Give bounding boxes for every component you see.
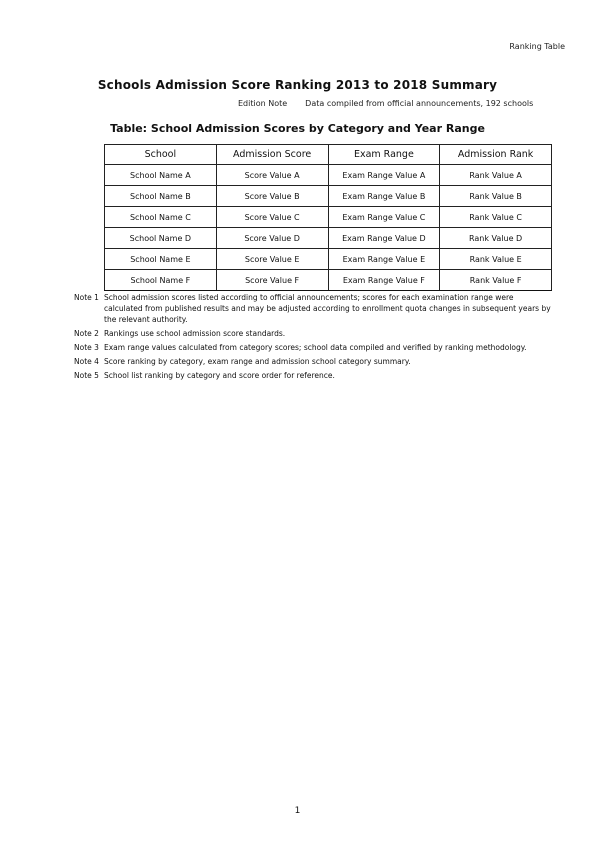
table-cell: Rank Value C bbox=[440, 207, 552, 228]
table-cell: Exam Range Value A bbox=[328, 165, 440, 186]
table-cell: Score Value C bbox=[216, 207, 328, 228]
table-cell: Rank Value E bbox=[440, 249, 552, 270]
table-cell: Rank Value B bbox=[440, 186, 552, 207]
table-cell: Score Value E bbox=[216, 249, 328, 270]
footnote-text: Score ranking by category, exam range and admission school category summary. bbox=[104, 357, 411, 366]
table-cell: School Name B bbox=[105, 186, 217, 207]
table-cell: Score Value F bbox=[216, 270, 328, 291]
table-cell: Exam Range Value F bbox=[328, 270, 440, 291]
footnotes bbox=[74, 292, 554, 384]
page-number: 1 bbox=[294, 806, 301, 816]
table-cell: Score Value A bbox=[216, 165, 328, 186]
table-cell: Rank Value D bbox=[440, 228, 552, 249]
document-title: Schools Admission Score Ranking 2013 to 2018 Summary bbox=[97, 78, 498, 92]
column-header-range: Exam Range bbox=[328, 145, 440, 165]
table-cell: Score Value D bbox=[216, 228, 328, 249]
footnote-text: Rankings use school admission score standards. bbox=[104, 329, 286, 338]
footnote-text: School list ranking by category and score order for reference. bbox=[104, 371, 335, 380]
table-cell: Rank Value A bbox=[440, 165, 552, 186]
footnote-label: Note 4 bbox=[74, 357, 99, 366]
table-row bbox=[105, 186, 552, 207]
footnote-label: Note 1 bbox=[74, 293, 99, 302]
column-header-score: Admission Score bbox=[216, 145, 328, 165]
table-cell: Exam Range Value B bbox=[328, 186, 440, 207]
footnote bbox=[74, 328, 554, 339]
table-cell: Score Value B bbox=[216, 186, 328, 207]
column-header-school: School bbox=[105, 145, 217, 165]
table-cell: School Name C bbox=[105, 207, 217, 228]
footnote-text: School admission scores listed according to official announcements; scores for each examination range were calculated from published results and may be adjusted according to enrollment quota changes in subsequent years by the relevant authority. bbox=[104, 293, 551, 324]
table-cell: Rank Value F bbox=[440, 270, 552, 291]
table-cell: Exam Range Value C bbox=[328, 207, 440, 228]
header-label: Ranking Table bbox=[509, 42, 565, 51]
table-cell: School Name E bbox=[105, 249, 217, 270]
table-row bbox=[105, 249, 552, 270]
table-row bbox=[105, 270, 552, 291]
subtitle-left: Edition Note bbox=[238, 99, 288, 108]
subtitle-right: Data compiled from official announcements, 192 schools bbox=[305, 99, 534, 108]
table-cell: Exam Range Value D bbox=[328, 228, 440, 249]
column-header-rank: Admission Rank bbox=[440, 145, 552, 165]
footnote bbox=[74, 370, 554, 381]
footnote bbox=[74, 292, 554, 325]
table-cell: School Name A bbox=[105, 165, 217, 186]
footnote-label: Note 2 bbox=[74, 329, 99, 338]
table-row bbox=[105, 207, 552, 228]
footnote-label: Note 3 bbox=[74, 343, 99, 352]
admission-table bbox=[104, 144, 552, 291]
document-subtitle bbox=[238, 99, 533, 108]
table-cell: Exam Range Value E bbox=[328, 249, 440, 270]
table-header-row bbox=[105, 145, 552, 165]
table-caption: Table: School Admission Scores by Category and Year Range bbox=[110, 122, 485, 135]
table-cell: School Name F bbox=[105, 270, 217, 291]
footnote-label: Note 5 bbox=[74, 371, 99, 380]
footnote-text: Exam range values calculated from category scores; school data compiled and verified by ranking methodology. bbox=[104, 343, 527, 352]
table-row bbox=[105, 165, 552, 186]
footnote bbox=[74, 342, 554, 353]
footnote bbox=[74, 356, 554, 367]
table-cell: School Name D bbox=[105, 228, 217, 249]
table-row bbox=[105, 228, 552, 249]
